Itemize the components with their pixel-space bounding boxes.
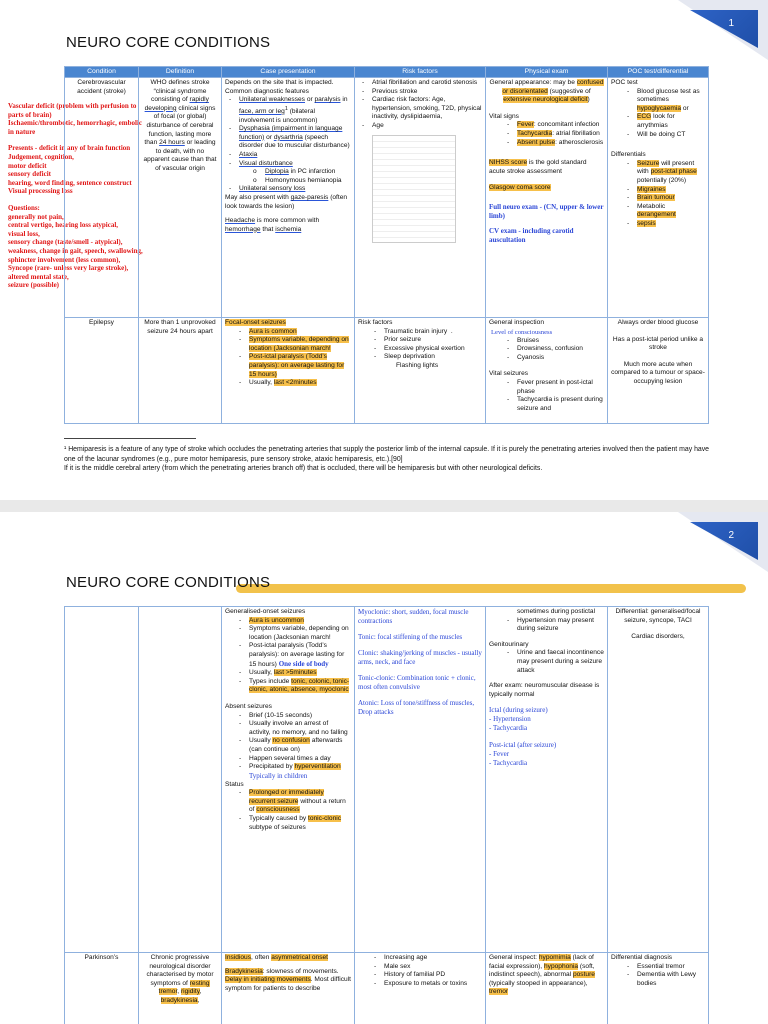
col-definition: Definition [139,67,222,78]
handwritten-red-notes: Vascular deficit (problem with perfusion to parts of brain) Ischaemic/thrombotic, hemorrhagic, embolic in nature Presents - deficit in any of brain function Judgement, cognition, motor deficit sensory deficit hearing, word finding, sentence construct Visual processing loss Questions: generally not pain, central vertigo, hearing loss atypical, visual loss, sensory change (taste/smell - atypical), weakness, change in gait, speech, swallowing, sphincter involvement (less common), Syncope (rare- unless very large stroke), altered mental state, seizure (possible) [8,102,143,290]
col-risk: Risk factors [355,67,486,78]
header-row [65,67,709,78]
col-condition: Condition [65,67,139,78]
table-row-stroke [65,78,709,318]
page-2 [0,512,768,1024]
parkinsons-poc: Differential diagnosis - Essential tremor - Dementia with Lewy bodies [608,953,709,1024]
epilepsy-cont-risk: Myoclonic: short, sudden, focal muscle contractions Tonic: focal stiffening of the muscles Clonic: shaking/jerking of muscles - usually arms, neck, and face Tonic-clonic: Combination tonic + clonic, most often convulsive Atonic: Loss of tone/stiffness of muscles, Drop attacks [355,607,486,953]
epilepsy-case: Focal-onset seizures - Aura is common - Symptoms variable, depending on location (Jacksonian march! - Post-ictal paralysis (Todd’s paralysis): on average lasting for 15 hours) - Usually, last <2minutes [222,318,355,424]
accent-bar [236,584,746,593]
stroke-case: Depends on the site that is impacted. Common diagnostic features - Unilateral weaknesses or paralysis in face, arm or leg$^1$ (bilateral involvement is uncommon) - Dysphasia (impairment in language function) or dysarthria (speech disorder due to muscular disturbance) - Ataxia - Visual disturbance o Diplopia in PC infarction o Homonymous hemianopia - Unilateral sensory loss May also present with gaze-paresis (often look towards the lesion) Headache is more common with hemorrhage that ischemia [222,78,355,318]
epilepsy-cont-exam: sometimes during postictal - Hypertension may present during seizure Genitourinary - Urine and faecal incontinence may present during a seizure attack After exam: neuromuscular disease is typically normal Ictal (during seizure) - Hypertension - Tachycardia Post-ictal (after seizure) - Fever - Tachycardia [486,607,608,953]
epilepsy-cont-poc: Differential: generalised/focal seizure, syncope, TACI Cardiac disorders, [608,607,709,953]
stroke-condition: Cerebrovascular accident (stroke) [65,78,139,318]
epilepsy-cont-definition [139,607,222,953]
epilepsy-exam: General inspection Level of consciousness - Bruises - Drowsiness, confusion - Cyanosis Vital seizures - Fever present in post-ictal phase - Tachycardia is present during seizure and [486,318,608,424]
col-poc: POC test/differential [608,67,709,78]
stroke-exam: General appearance: may be confused or disorientated (suggestive of extensive neurological deficit) Vital signs - Fever: concomitant infection - Tachycardia: atrial fibrillation - Absent pulse: atherosclerosis NIHSS score is the gold standard acute stroke assessment Glasgow coma score Full neuro exam - (CN, upper & lower limb) CV exam - including carotid auscultation [486,78,608,318]
col-exam: Physical exam [486,67,608,78]
table-row-parkinsons [65,953,709,1024]
stroke-risk: - Atrial fibrillation and carotid stenosis - Previous stroke - Cardiac risk factors: Age, hypertension, smoking, T2D, physical inactivity, dyslipidaemia, - Age [355,78,486,318]
col-case: Case presentation [222,67,355,78]
conditions-table-2 [64,606,709,1024]
page-1 [0,0,768,500]
table-row-epilepsy-cont [65,607,709,953]
epilepsy-cont-case: Generalised-onset seizures - Aura is uncommon - Symptoms variable, depending on location (Jacksonian march! - Post-ictal paralysis (Todd’s paralysis): on average lasting for 15 hours) One side of body - Usually, last >5minutes - Types include tonic, colonic, tonic-clonic, atonic, absence, myoclonic Absent seizures - Brief (10-15 seconds) - Usually involve an arrest of activity, no memory, and no falling - Usually no confusion afterwards (can continue on) - Happen several times a day - Precipitated by hyperventilation Typically in children Status - Prolonged or immediately recurrent seizure without a return of consciousness - Typically caused by tonic-clonic subtype of seizures [222,607,355,953]
conditions-table-1 [64,66,709,424]
parkinsons-risk: - Increasing age - Male sex - History of familial PD - Exposure to metals or toxins [355,953,486,1024]
parkinsons-definition: Chronic progressive neurological disorder characterised by motor symptoms of resting tremor, rigidity, bradykinesia, [139,953,222,1024]
corner-triangle [690,522,758,560]
page-number: 2 [728,530,734,541]
epilepsy-cont-condition [65,607,139,953]
epilepsy-poc: Always order blood glucose Has a post-ictal period unlike a stroke Much more acute when compared to a tumour or space-occupying lesion [608,318,709,424]
nihss-table-image [372,135,456,243]
epilepsy-condition: Epilepsy [65,318,139,424]
parkinsons-condition: Parkinson’s [65,953,139,1024]
page-title: NEURO CORE CONDITIONS [66,34,271,51]
epilepsy-risk: Risk factors - Traumatic brain injury . - Prior seizure - Excessive physical exertion - Sleep deprivation Flashing lights [355,318,486,424]
table-row-epilepsy [65,318,709,424]
footnote-divider [64,438,196,439]
parkinsons-exam: General inspect: hypomimia (lack of facial expression), hypophonia (soft, indistinct speech), abnormal posture (typically stooped in appearance), tremor [486,953,608,1024]
epilepsy-definition: More than 1 unprovoked seizure 24 hours apart [139,318,222,424]
page-number: 1 [728,18,734,29]
footnote: ¹ Hemiparesis is a feature of any type of stroke which occludes the penetrating arteries that supply the posterior limb of the internal capsule. If it is purely the penetrating arteries involved then the patient may have one of the lacunar syndromes (e.g., pure motor hemiparesis, pure sensory stroke, ataxic hemiparesis, etc.).[90] If it is the middle cerebral artery (from which the penetrating arteries branch off) that is occluded, there will be hemiparesis but with other neurological deficits. [64,446,710,473]
stroke-poc: POC test - Blood glucose test as sometimes hypoglycaemia or - ECG look for arrythmias - Will be doing CT Differentials - Seizure will present with post-ictal phase potentially (20%) - Migraines - Brain tumour - Metabolic derangement - sepsis [608,78,709,318]
stroke-definition: WHO defines stroke “clinical syndrome consisting of rapidly developing clinical signs of focal (or global) disturbance of cerebral function, lasting more than 24 hours or leading to death, with no apparent cause than that of vascular origin [139,78,222,318]
parkinsons-case: Insidious, often asymmetrical onset Bradykinesia: slowness of movements. Delay in initiating movements. Most difficult symptom for patients to describe [222,953,355,1024]
page-title: NEURO CORE CONDITIONS [66,574,271,591]
